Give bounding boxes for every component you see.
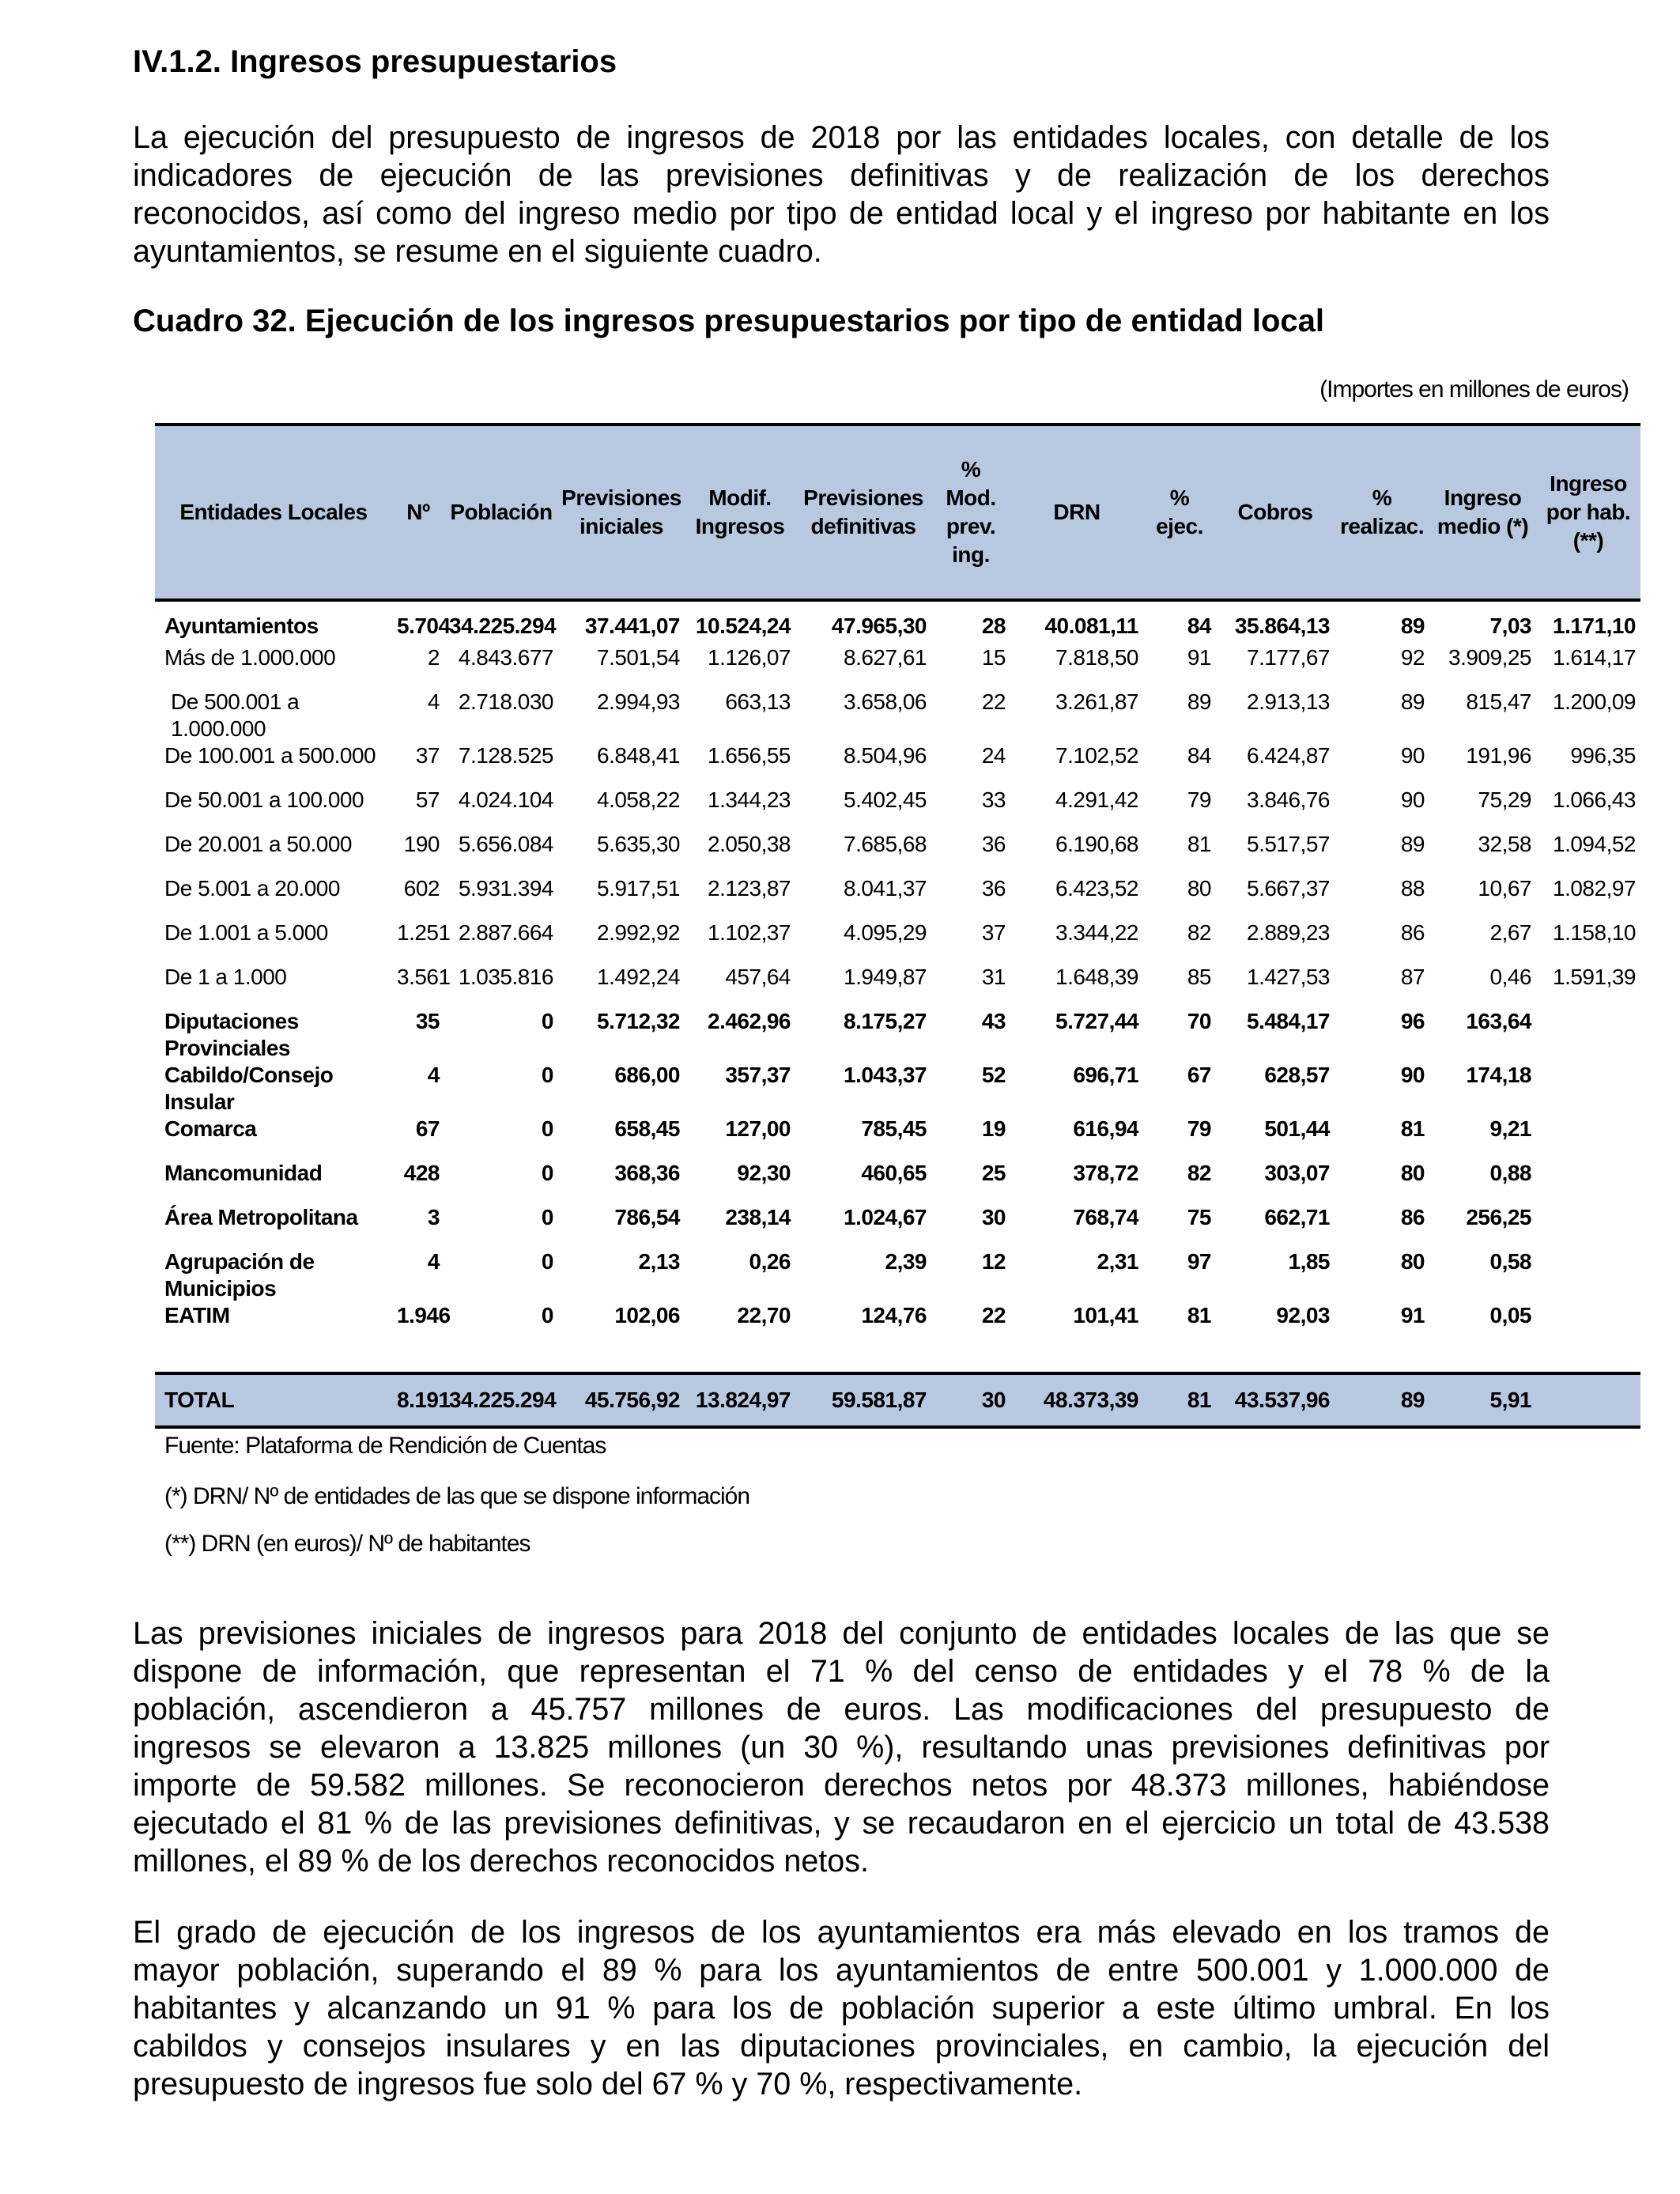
table-cell: 84 xyxy=(1187,614,1211,638)
table-cell: 36 xyxy=(981,876,1006,901)
table-header-row xyxy=(155,425,1640,600)
table-cell: 4.095,29 xyxy=(844,920,927,945)
section-title: IV.1.2. Ingresos presupuestarios xyxy=(133,44,617,79)
total-cell: 43.537,96 xyxy=(1216,1373,1335,1427)
table-cell: 616,94 xyxy=(1073,1116,1138,1141)
table-cell: 303,07 xyxy=(1264,1161,1330,1185)
table-cell: 1.591,39 xyxy=(1553,965,1636,989)
column-header: Entidades Locales xyxy=(155,425,392,600)
paragraph-line: presupuesto de ingresos fue solo del 67 % y 70 %, respectivamente. xyxy=(133,2067,1083,2101)
table-cell xyxy=(1536,1116,1640,1160)
table-cell: 357,37 xyxy=(725,1063,791,1087)
table-cell: 0 xyxy=(541,1249,553,1274)
table-cell: 79 xyxy=(1187,787,1211,812)
table-cell: 378,72 xyxy=(1073,1161,1138,1185)
table-cell: 35.864,13 xyxy=(1234,614,1330,638)
table-cell: 663,13 xyxy=(725,689,791,714)
table-cell: 84 xyxy=(1187,743,1211,768)
table-row xyxy=(155,964,1640,1008)
row-label-cell: Agrupación de Municipios xyxy=(164,1249,315,1301)
table-cell: 2 xyxy=(427,645,440,670)
table-cell: 2.462,96 xyxy=(708,1009,791,1033)
table-cell: 30 xyxy=(981,1205,1006,1229)
table-cell: 7.818,50 xyxy=(1055,645,1138,670)
income-table-container xyxy=(155,423,1640,1429)
row-label-cell: De 5.001 a 20.000 xyxy=(164,876,340,901)
table-cell: 19 xyxy=(981,1116,1006,1141)
table-cell: 80 xyxy=(1400,1161,1425,1185)
table-cell: 90 xyxy=(1400,1063,1425,1087)
table-cell: 163,64 xyxy=(1466,1009,1531,1033)
table-cell: 85 xyxy=(1187,965,1211,989)
paragraph-line: ejecutado el 81 % de las previsiones definitivas, y se recaudaron en el ejercicio un total de 43.538 xyxy=(133,1806,1550,1841)
table-cell: 37.441,07 xyxy=(584,614,680,638)
table-cell: 34.225.294 xyxy=(449,614,557,638)
column-header: DRN xyxy=(1010,425,1143,600)
table-cell: 0,88 xyxy=(1489,1161,1531,1185)
table-cell: 0 xyxy=(541,1161,553,1185)
table-cell: 0 xyxy=(541,1063,553,1087)
table-cell: 79 xyxy=(1187,1116,1211,1141)
table-row xyxy=(155,831,1640,875)
table-cell: 5.704 xyxy=(397,614,451,638)
table-cell: 6.424,87 xyxy=(1247,743,1330,768)
table-cell: 5.917,51 xyxy=(597,876,680,901)
row-label-cell: Diputaciones Provinciales xyxy=(164,1009,299,1060)
table-cell: 2.913,13 xyxy=(1247,689,1330,714)
table-cell: 127,00 xyxy=(725,1116,791,1141)
table-cell: 7.501,54 xyxy=(597,645,680,670)
table-cell: 8.041,37 xyxy=(844,876,927,901)
table-cell: 124,76 xyxy=(861,1303,927,1327)
table-cell xyxy=(1536,1160,1640,1204)
table-cell: 32,58 xyxy=(1478,832,1531,856)
table-cell: 3.846,76 xyxy=(1247,787,1330,812)
paragraph-line: millones, el 89 % de los derechos reconocidos netos. xyxy=(133,1844,869,1879)
table-cell: 1.648,39 xyxy=(1055,965,1138,989)
table-cell: 6.848,41 xyxy=(597,743,680,768)
table-cell: 25 xyxy=(981,1161,1006,1185)
row-label-cell: EATIM xyxy=(164,1303,230,1327)
row-label-cell: Mancomunidad xyxy=(164,1161,323,1185)
row-label-cell: De 1.001 a 5.000 xyxy=(164,920,328,945)
table-cell: 47.965,30 xyxy=(831,614,927,638)
table-cell: 5.667,37 xyxy=(1247,876,1330,901)
paragraph-line: El grado de ejecución de los ingresos de los ayuntamientos era más elevado en los tramos de xyxy=(133,1915,1550,1950)
table-cell: 1.043,37 xyxy=(844,1063,927,1087)
table-cell: 1.024,67 xyxy=(844,1205,927,1229)
paragraph-line: mayor población, superando el 89 % para los ayuntamientos de entre 500.001 y 1.000.000 de xyxy=(133,1953,1550,1988)
table-cell: 1.082,97 xyxy=(1553,876,1636,901)
column-header: Ingreso medio (*) xyxy=(1429,425,1536,600)
table-cell: 5.931.394 xyxy=(458,876,553,901)
table-cell: 2,67 xyxy=(1489,920,1531,945)
table-row xyxy=(155,1116,1640,1160)
table-cell xyxy=(1536,1008,1640,1062)
table-cell: 1.614,17 xyxy=(1553,645,1636,670)
column-header: Nº xyxy=(392,425,444,600)
table-cell: 2.994,93 xyxy=(597,689,680,714)
intro-line: reconocidos, así como del ingreso medio por tipo de entidad local y el ingreso por habitante en los xyxy=(133,196,1550,231)
table-cell: 2,39 xyxy=(885,1249,927,1274)
table-cell: 0,26 xyxy=(749,1249,791,1274)
column-header: % Mod. prev. ing. xyxy=(931,425,1010,600)
table-row xyxy=(155,787,1640,831)
table-cell: 1.171,10 xyxy=(1553,614,1636,638)
paragraph-line: habitantes y alcanzando un 91 % para los de población superior a este último umbral. En los xyxy=(133,1991,1550,2026)
table-cell: 33 xyxy=(981,787,1006,812)
total-cell: 8.191 xyxy=(392,1373,444,1427)
table-cell: 3.658,06 xyxy=(844,689,927,714)
column-header: Previsiones definitivas xyxy=(795,425,931,600)
table-cell: 90 xyxy=(1400,743,1425,768)
total-cell: 30 xyxy=(931,1373,1010,1427)
paragraph-line: importe de 59.582 millones. Se reconocieron derechos netos por 48.373 millones, habiéndose xyxy=(133,1768,1550,1803)
paragraph-line: población, ascendieron a 45.757 millones de euros. Las modificaciones del presupuesto de xyxy=(133,1692,1550,1727)
table-cell: 90 xyxy=(1400,787,1425,812)
table-cell: 36 xyxy=(981,832,1006,856)
table-cell: 87 xyxy=(1400,965,1425,989)
table-cell: 37 xyxy=(981,920,1006,945)
total-cell xyxy=(1536,1373,1640,1427)
table-cell: 3.909,25 xyxy=(1448,645,1531,670)
table-cell: 28 xyxy=(981,614,1006,638)
row-label-cell: Área Metropolitana xyxy=(164,1205,358,1229)
table-row xyxy=(155,644,1640,689)
table-cell: 89 xyxy=(1400,832,1425,856)
table-cell: 5.727,44 xyxy=(1055,1009,1138,1033)
table-row xyxy=(155,1302,1640,1346)
table-cell: 8.504,96 xyxy=(844,743,927,768)
table-cell: 4.291,42 xyxy=(1055,787,1138,812)
table-cell: 1.035.816 xyxy=(458,965,553,989)
table-cell xyxy=(1536,1062,1640,1116)
table-cell: 92,03 xyxy=(1276,1303,1330,1327)
table-cell: 7.128.525 xyxy=(458,743,553,768)
table-cell: 67 xyxy=(415,1116,440,1141)
table-cell: 89 xyxy=(1400,614,1425,638)
table-body xyxy=(155,600,1640,1427)
table-cell: 696,71 xyxy=(1073,1063,1138,1087)
total-cell: 5,91 xyxy=(1429,1373,1536,1427)
table-cell: 80 xyxy=(1400,1249,1425,1274)
table-cell: 1.102,37 xyxy=(708,920,791,945)
table-cell: 0 xyxy=(541,1303,553,1327)
table-cell: 7.177,67 xyxy=(1247,645,1330,670)
table-cell xyxy=(1536,1248,1640,1302)
table-cell: 428 xyxy=(403,1161,440,1185)
table-cell: 8.175,27 xyxy=(844,1009,927,1033)
table-cell: 628,57 xyxy=(1264,1063,1330,1087)
row-label-cell: De 50.001 a 100.000 xyxy=(164,787,364,812)
table-cell: 2,31 xyxy=(1097,1249,1138,1274)
table-cell: 37 xyxy=(415,743,440,768)
table-cell: 67 xyxy=(1187,1063,1211,1087)
table-row xyxy=(155,1160,1640,1204)
column-header: Modif. Ingresos xyxy=(685,425,795,600)
column-header: Ingreso por hab. (**) xyxy=(1536,425,1640,600)
summary-paragraph-1 xyxy=(133,1614,1550,1880)
table-cell: 88 xyxy=(1400,876,1425,901)
table-cell: 2.718.030 xyxy=(458,689,553,714)
table-cell: 2.050,38 xyxy=(708,832,791,856)
table-cell: 368,36 xyxy=(614,1161,680,1185)
table-cell: 6.190,68 xyxy=(1055,832,1138,856)
table-cell: 101,41 xyxy=(1073,1303,1138,1327)
table-cell: 0 xyxy=(541,1205,553,1229)
table-cell: 3.344,22 xyxy=(1055,920,1138,945)
table-cell: 0 xyxy=(541,1116,553,1141)
footnote-2: (**) DRN (en euros)/ Nº de habitantes xyxy=(164,1531,530,1557)
table-cell: 52 xyxy=(981,1063,1006,1087)
row-label-cell: De 1 a 1.000 xyxy=(164,965,287,989)
table-cell: 3 xyxy=(427,1205,440,1229)
table-cell: 4.058,22 xyxy=(597,787,680,812)
table-cell: 5.635,30 xyxy=(597,832,680,856)
table-cell: 1.656,55 xyxy=(708,743,791,768)
intro-line: La ejecución del presupuesto de ingresos de 2018 por las entidades locales, con detalle de los xyxy=(133,120,1550,155)
table-cell: 4 xyxy=(427,1063,440,1087)
table-cell: 82 xyxy=(1187,1161,1211,1185)
table-row xyxy=(155,742,1640,787)
total-cell: 48.373,39 xyxy=(1010,1373,1143,1427)
table-cell: 5.402,45 xyxy=(844,787,927,812)
table-cell: 7,03 xyxy=(1489,614,1531,638)
table-cell: 5.656.084 xyxy=(458,832,553,856)
table-cell: 3.561 xyxy=(397,965,451,989)
table-cell: 3.261,87 xyxy=(1055,689,1138,714)
table-cell: 96 xyxy=(1400,1009,1425,1033)
table-spacer-row xyxy=(155,1346,1640,1373)
table-row xyxy=(155,600,1640,644)
table-cell: 35 xyxy=(415,1009,440,1033)
table-cell: 43 xyxy=(981,1009,1006,1033)
table-cell: 75,29 xyxy=(1478,787,1531,812)
total-cell: 59.581,87 xyxy=(795,1373,931,1427)
total-cell: 45.756,92 xyxy=(558,1373,685,1427)
column-header: Población xyxy=(444,425,558,600)
table-cell: 460,65 xyxy=(861,1161,927,1185)
table-cell: 10,67 xyxy=(1478,876,1531,901)
row-label-cell: Cabildo/Consejo Insular xyxy=(164,1063,334,1114)
table-cell: 89 xyxy=(1400,689,1425,714)
table-cell: 1.946 xyxy=(397,1303,451,1327)
table-cell: 5.712,32 xyxy=(597,1009,680,1033)
table-cell: 92,30 xyxy=(737,1161,791,1185)
table-cell: 10.524,24 xyxy=(695,614,791,638)
paragraph-line: cabildos y consejos insulares y en las diputaciones provinciales, en cambio, la ejecución del xyxy=(133,2029,1550,2064)
summary-paragraph-2 xyxy=(133,1913,1550,2103)
spacer-cell xyxy=(155,1346,1640,1373)
table-cell: 57 xyxy=(415,787,440,812)
table-cell: 40.081,11 xyxy=(1044,614,1138,638)
table-row xyxy=(155,1204,1640,1248)
column-header: % realizac. xyxy=(1335,425,1429,600)
column-header: % ejec. xyxy=(1143,425,1216,600)
table-cell: 1.094,52 xyxy=(1553,832,1636,856)
table-row xyxy=(155,1248,1640,1302)
table-cell: 1.427,53 xyxy=(1247,965,1330,989)
income-table xyxy=(155,423,1640,1429)
table-cell: 457,64 xyxy=(725,965,791,989)
table-cell: 81 xyxy=(1187,1303,1211,1327)
table-cell: 2.123,87 xyxy=(708,876,791,901)
table-cell: 0,05 xyxy=(1489,1303,1531,1327)
table-cell: 815,47 xyxy=(1466,689,1531,714)
table-cell: 6.423,52 xyxy=(1055,876,1138,901)
paragraph-line: dispone de información, que representan el 71 % del censo de entidades y el 78 % de la xyxy=(133,1654,1550,1689)
table-cell: 501,44 xyxy=(1264,1116,1330,1141)
table-cell: 91 xyxy=(1187,645,1211,670)
table-cell: 658,45 xyxy=(614,1116,680,1141)
source-note: Fuente: Plataforma de Rendición de Cuentas xyxy=(164,1433,606,1459)
table-cell: 22 xyxy=(981,1303,1006,1327)
table-cell: 662,71 xyxy=(1264,1205,1330,1229)
table-cell: 22,70 xyxy=(737,1303,791,1327)
row-label-cell: De 100.001 a 500.000 xyxy=(164,743,376,768)
total-cell: 34.225.294 xyxy=(444,1373,558,1427)
total-cell: 13.824,97 xyxy=(685,1373,795,1427)
total-cell: 89 xyxy=(1335,1373,1429,1427)
intro-line: ayuntamientos, se resume en el siguiente cuadro. xyxy=(133,234,822,269)
table-cell: 996,35 xyxy=(1570,743,1636,768)
table-cell: 602 xyxy=(403,876,440,901)
table-cell: 0 xyxy=(541,1009,553,1033)
table-cell: 0,58 xyxy=(1489,1249,1531,1274)
total-cell: 81 xyxy=(1143,1373,1216,1427)
table-cell: 1.492,24 xyxy=(597,965,680,989)
row-label-cell: Comarca xyxy=(164,1116,257,1141)
table-cell: 15 xyxy=(981,645,1006,670)
table-row xyxy=(155,875,1640,920)
units-note: (Importes en millones de euros) xyxy=(1319,376,1629,402)
table-cell xyxy=(1536,1204,1640,1248)
table-cell: 785,45 xyxy=(861,1116,927,1141)
table-cell: 97 xyxy=(1187,1249,1211,1274)
total-row xyxy=(155,1373,1640,1427)
table-cell: 81 xyxy=(1400,1116,1425,1141)
footnote-1: (*) DRN/ Nº de entidades de las que se dispone información xyxy=(164,1483,750,1509)
total-label-cell: TOTAL xyxy=(155,1373,392,1427)
table-cell: 86 xyxy=(1400,1205,1425,1229)
table-cell: 191,96 xyxy=(1466,743,1531,768)
column-header: Cobros xyxy=(1216,425,1335,600)
column-header: Previsiones iniciales xyxy=(558,425,685,600)
table-row xyxy=(155,1062,1640,1116)
table-cell: 5.517,57 xyxy=(1247,832,1330,856)
table-cell: 4 xyxy=(427,689,440,714)
table-cell: 0,46 xyxy=(1489,965,1531,989)
table-cell: 256,25 xyxy=(1466,1205,1531,1229)
table-cell: 1.344,23 xyxy=(708,787,791,812)
table-cell: 82 xyxy=(1187,920,1211,945)
intro-line: indicadores de ejecución de las previsiones definitivas y de realización de los derechos xyxy=(133,158,1550,193)
table-cell: 102,06 xyxy=(614,1303,680,1327)
table-cell: 81 xyxy=(1187,832,1211,856)
table-cell: 8.627,61 xyxy=(844,645,927,670)
table-cell: 238,14 xyxy=(725,1205,791,1229)
table-cell: 7.102,52 xyxy=(1055,743,1138,768)
table-cell: 768,74 xyxy=(1073,1205,1138,1229)
table-row xyxy=(155,689,1640,742)
table-cell: 4.024.104 xyxy=(458,787,553,812)
table-cell: 12 xyxy=(981,1249,1006,1274)
table-cell: 70 xyxy=(1187,1009,1211,1033)
table-cell: 174,18 xyxy=(1466,1063,1531,1087)
table-cell: 7.685,68 xyxy=(844,832,927,856)
table-cell: 2,13 xyxy=(638,1249,680,1274)
row-label-cell: De 500.001 a 1.000.000 xyxy=(171,689,300,741)
table-cell: 86 xyxy=(1400,920,1425,945)
table-cell: 1.066,43 xyxy=(1553,787,1636,812)
table-cell: 4.843.677 xyxy=(458,645,553,670)
paragraph-line: ingresos se elevaron a 13.825 millones (un 30 %), resultando unas previsiones definitivas por xyxy=(133,1730,1550,1765)
table-cell: 1.949,87 xyxy=(844,965,927,989)
paragraph-line: Las previsiones iniciales de ingresos para 2018 del conjunto de entidades locales de las que se xyxy=(133,1616,1550,1651)
table-cell: 2.992,92 xyxy=(597,920,680,945)
table-cell: 4 xyxy=(427,1249,440,1274)
row-label-cell: Ayuntamientos xyxy=(164,614,319,638)
row-label-cell: Más de 1.000.000 xyxy=(164,645,336,670)
table-cell: 9,21 xyxy=(1489,1116,1531,1141)
table-cell: 1.200,09 xyxy=(1553,689,1636,714)
table-cell: 75 xyxy=(1187,1205,1211,1229)
table-cell: 2.887.664 xyxy=(458,920,553,945)
table-cell: 92 xyxy=(1400,645,1425,670)
table-cell: 91 xyxy=(1400,1303,1425,1327)
table-row xyxy=(155,920,1640,964)
intro-paragraph xyxy=(133,119,1550,270)
table-cell: 190 xyxy=(403,832,440,856)
table-cell: 89 xyxy=(1187,689,1211,714)
table-cell: 686,00 xyxy=(614,1063,680,1087)
table-cell: 1.158,10 xyxy=(1553,920,1636,945)
table-row xyxy=(155,1008,1640,1062)
row-label-cell: De 20.001 a 50.000 xyxy=(164,832,352,856)
table-cell: 5.484,17 xyxy=(1247,1009,1330,1033)
table-cell: 2.889,23 xyxy=(1247,920,1330,945)
table-cell: 80 xyxy=(1187,876,1211,901)
table-cell: 24 xyxy=(981,743,1006,768)
table-cell: 1.126,07 xyxy=(708,645,791,670)
table-cell: 1,85 xyxy=(1288,1249,1330,1274)
table-cell: 1.251 xyxy=(397,920,451,945)
table-cell: 786,54 xyxy=(614,1205,680,1229)
table-cell: 22 xyxy=(981,689,1006,714)
table-cell: 31 xyxy=(981,965,1006,989)
table-caption: Cuadro 32. Ejecución de los ingresos presupuestarios por tipo de entidad local xyxy=(133,304,1324,338)
table-cell xyxy=(1536,1302,1640,1346)
